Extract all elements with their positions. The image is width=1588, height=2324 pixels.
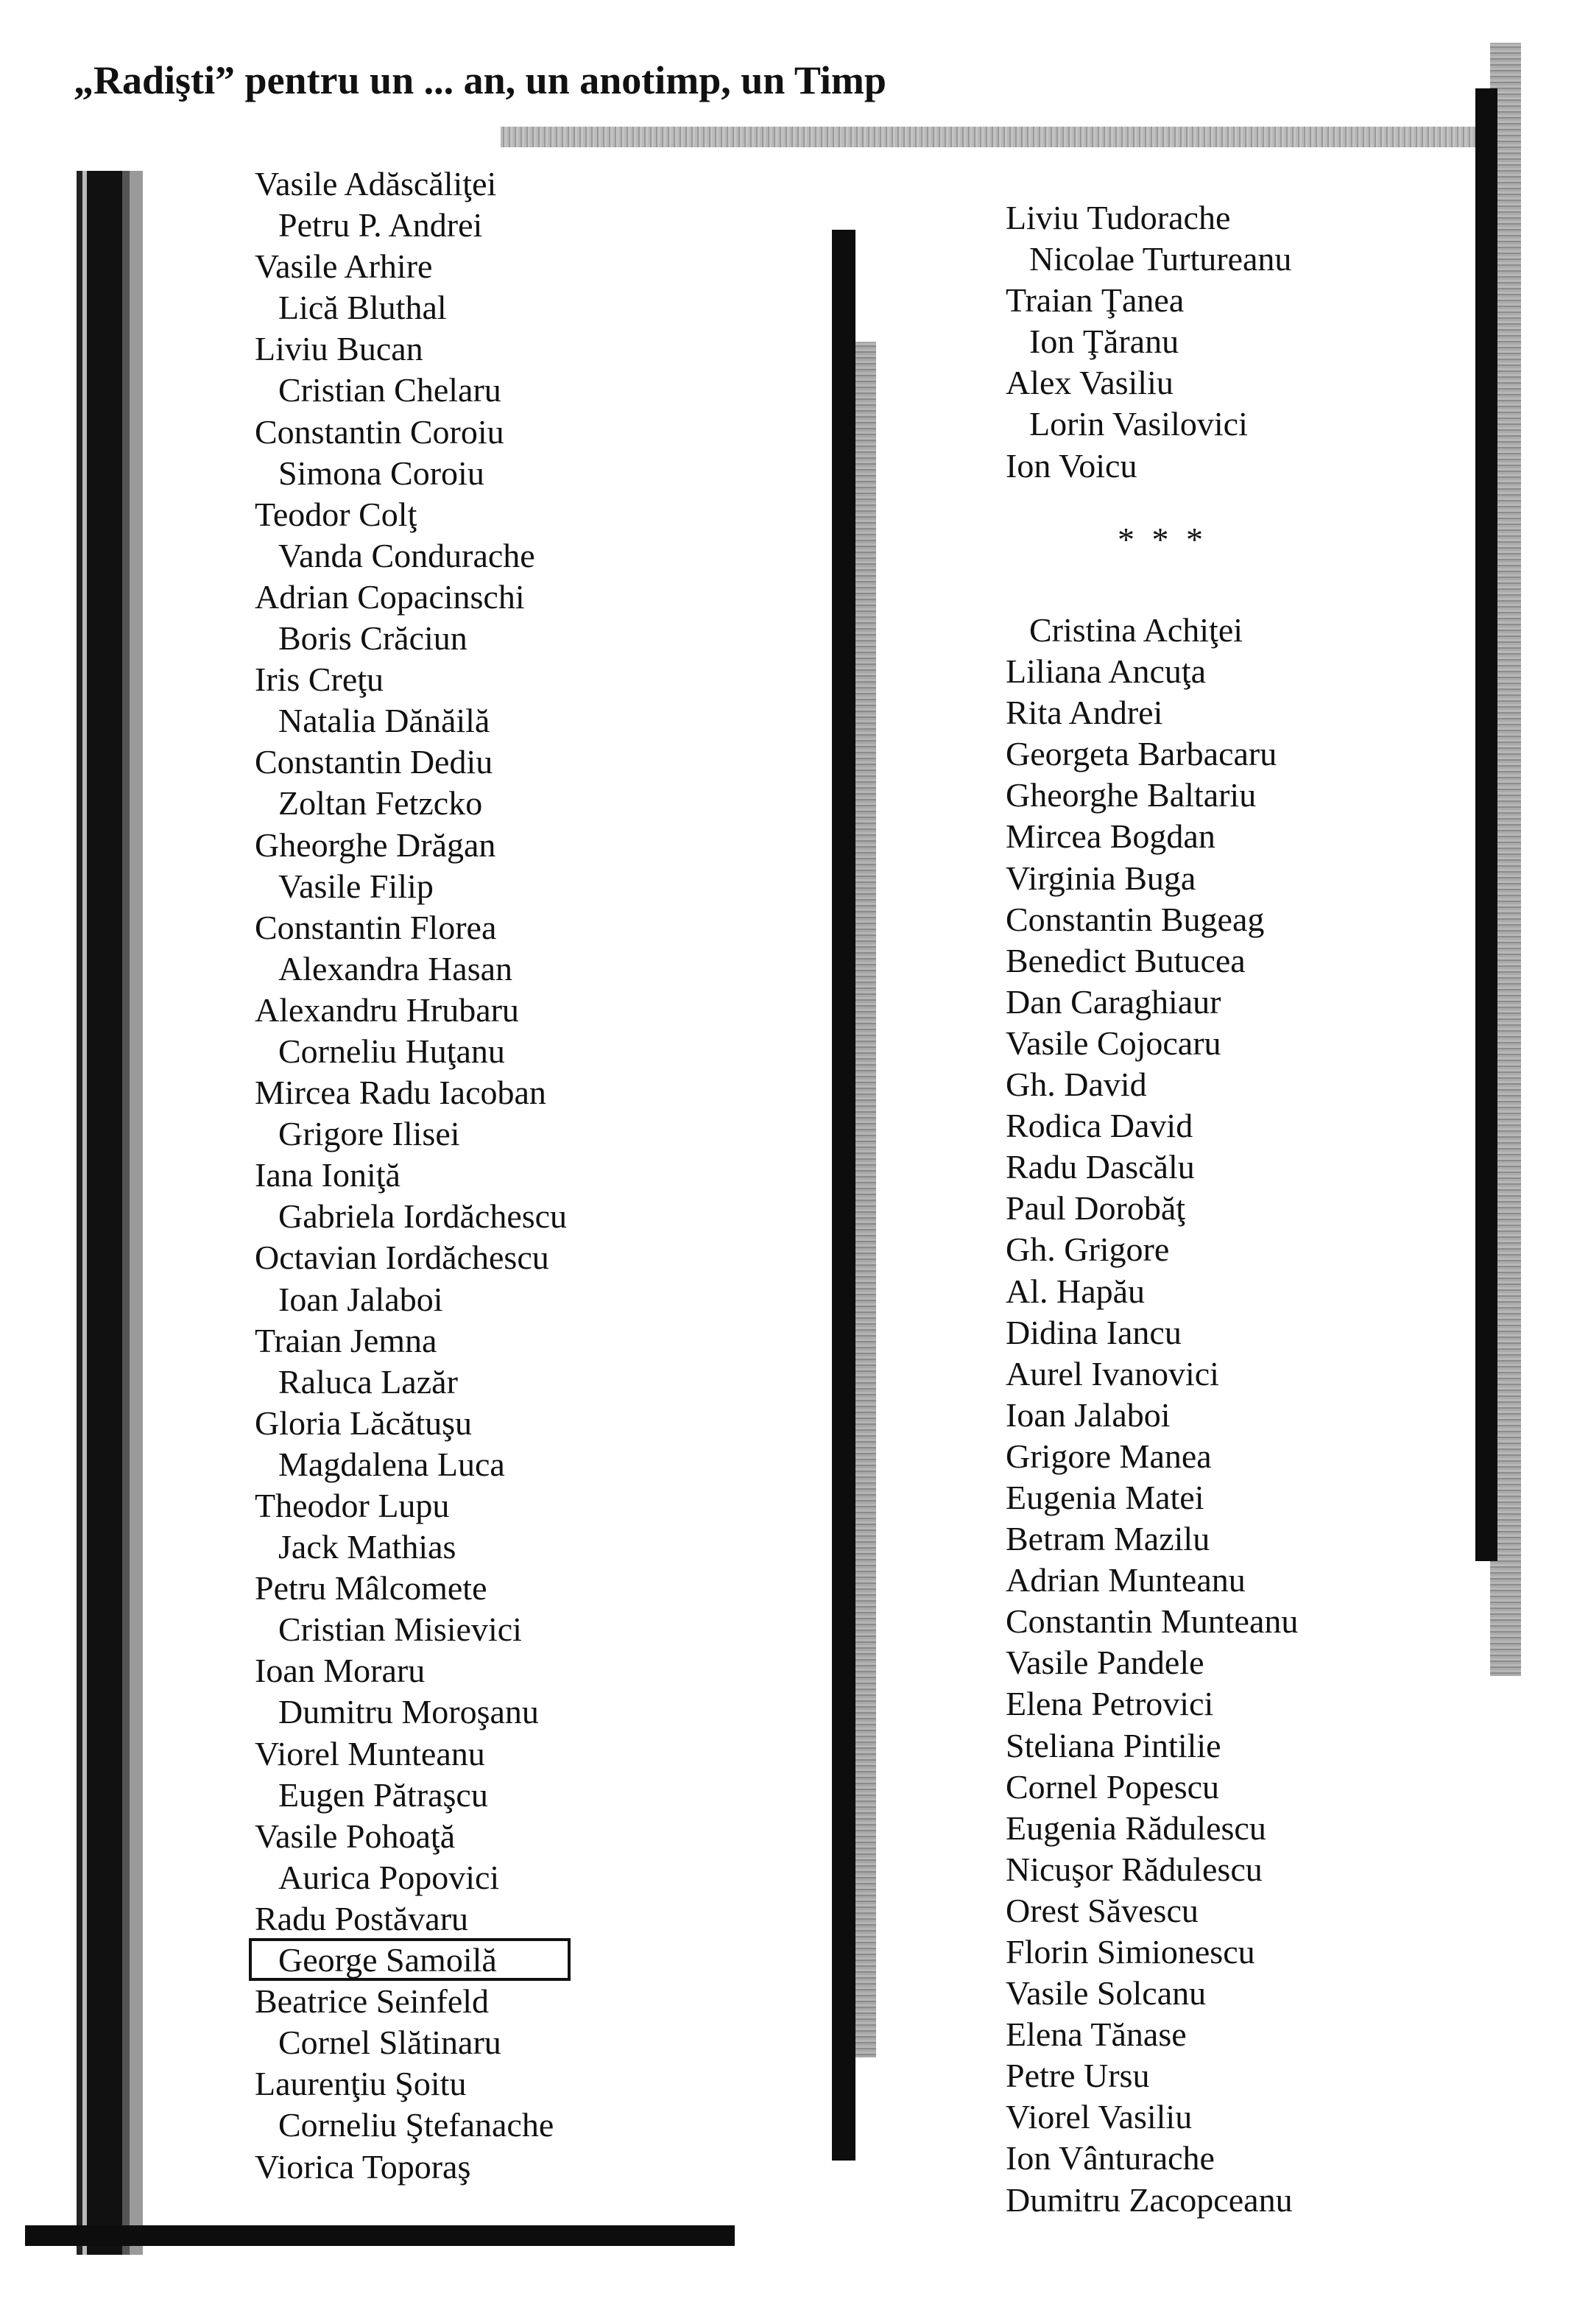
name-list-item — [1006, 816, 1298, 857]
bottom-horizontal-bar — [25, 2225, 735, 2246]
person-name: Paul Dorobăţ — [1006, 1189, 1186, 1228]
person-name: Rodica David — [1006, 1107, 1193, 1145]
name-list-item — [255, 1113, 568, 1155]
person-name: Dumitru Zacopceanu — [1006, 2180, 1293, 2219]
name-list-item — [255, 2147, 568, 2188]
person-name: Beatrice Seinfeld — [255, 1982, 490, 2021]
name-list-item — [1006, 1064, 1298, 1105]
person-name: Gh. David — [1006, 1066, 1147, 1104]
person-name: Dan Caraghiaur — [1006, 982, 1221, 1021]
name-list-item — [1006, 1023, 1298, 1064]
person-name: Elena Petrovici — [1006, 1685, 1214, 1723]
person-name: Petru P. Andrei — [278, 206, 483, 244]
person-name: Constantin Bugeag — [1006, 900, 1265, 938]
name-list-item — [255, 2105, 568, 2146]
person-name: Eugenia Rădulescu — [1006, 1809, 1266, 1847]
person-name: Raluca Lazăr — [278, 1362, 458, 1401]
person-name: Vasile Cojocaru — [1006, 1024, 1221, 1062]
name-list-item — [1006, 1312, 1298, 1353]
person-name: Zoltan Fetzcko — [278, 784, 483, 823]
name-list-item — [1006, 362, 1291, 404]
name-list-item — [255, 287, 568, 328]
name-list-item — [1006, 1932, 1298, 1973]
name-list-item — [255, 2063, 568, 2105]
person-name: Cornel Slătinaru — [278, 2024, 501, 2062]
name-list-item — [1006, 1395, 1298, 1436]
person-name: Aurel Ivanovici — [1006, 1354, 1219, 1392]
person-name: Ion Vânturache — [1006, 2139, 1215, 2177]
person-name: Lorin Vasilovici — [1029, 405, 1248, 443]
person-name: Lică Bluthal — [278, 289, 447, 327]
name-list-item — [255, 328, 568, 370]
person-name: Ioan Jalaboi — [1006, 1395, 1171, 1434]
person-name: Octavian Iordăchescu — [255, 1239, 549, 1277]
person-name: Grigore Ilisei — [278, 1115, 460, 1153]
name-list-item — [1006, 651, 1298, 692]
person-name: Eugenia Matei — [1006, 1478, 1204, 1516]
person-name: Ioan Moraru — [255, 1652, 426, 1690]
person-name: Vasile Arhire — [255, 247, 433, 286]
left-vertical-band — [77, 171, 143, 2255]
person-name: Adrian Copacinschi — [255, 577, 525, 616]
name-list-item — [1006, 1188, 1298, 1229]
name-list-column-2 — [1006, 197, 1291, 487]
name-list-item — [255, 618, 568, 659]
name-list-item — [1006, 2096, 1298, 2138]
person-name: Corneliu Ştefanache — [278, 2106, 554, 2144]
name-list-item — [1006, 1767, 1298, 1808]
person-name: Florin Simionescu — [1006, 1933, 1255, 1971]
name-list-item — [1006, 404, 1291, 445]
name-list-item — [255, 1775, 568, 1816]
name-list-item — [1006, 940, 1298, 982]
person-name: Gabriela Iordăchescu — [278, 1197, 568, 1236]
name-list-item — [255, 246, 568, 287]
name-list-item — [255, 1403, 568, 1444]
middle-vertical-bar — [832, 230, 855, 2161]
name-list-item — [1006, 280, 1291, 321]
person-name: Laurenţiu Şoitu — [255, 2065, 467, 2103]
name-list-item — [1006, 1725, 1298, 1767]
name-list-item — [1006, 1601, 1298, 1642]
person-name: Orest Săvescu — [1006, 1891, 1199, 1929]
name-list-item — [255, 163, 568, 205]
name-list-item — [255, 2022, 568, 2063]
person-name: Alex Vasiliu — [1006, 364, 1174, 402]
name-list-item — [1006, 858, 1298, 899]
person-name: Eugen Pătraşcu — [278, 1775, 488, 1814]
person-name: Viorica Toporaş — [255, 2147, 471, 2186]
name-list-item — [255, 1072, 568, 1113]
person-name: Teodor Colţ — [255, 495, 417, 533]
person-name: Vasile Solcanu — [1006, 1974, 1207, 2013]
name-list-item — [255, 1320, 568, 1362]
name-list-item — [1006, 239, 1291, 280]
name-list-item — [1006, 899, 1298, 940]
name-list-item — [255, 412, 568, 453]
person-name: Gheorghe Baltariu — [1006, 776, 1257, 814]
name-list-item — [1006, 1353, 1298, 1395]
person-name: Cornel Popescu — [1006, 1767, 1220, 1806]
name-list-item — [1006, 1229, 1298, 1270]
person-name: Natalia Dănăilă — [278, 702, 490, 740]
person-name: Al. Hapău — [1006, 1272, 1146, 1310]
person-name: Gh. Grigore — [1006, 1230, 1170, 1269]
person-name: Ion Ţăranu — [1029, 323, 1179, 361]
person-name: Virginia Buga — [1006, 859, 1196, 897]
name-list-item — [255, 1155, 568, 1196]
person-name: Theodor Lupu — [255, 1487, 450, 1524]
name-list-item — [255, 1733, 568, 1775]
person-name: Radu Dascălu — [1006, 1148, 1195, 1186]
name-list-item — [255, 1691, 568, 1733]
name-list-item — [1006, 1105, 1298, 1147]
person-name: Georgeta Barbacaru — [1006, 735, 1277, 773]
name-list-item — [255, 659, 568, 700]
person-name: Vasile Pohoaţă — [255, 1817, 456, 1855]
person-name: Betram Mazilu — [1006, 1520, 1210, 1558]
name-list-item — [1006, 733, 1298, 775]
name-list-item — [255, 1609, 568, 1650]
name-list-item — [255, 1237, 568, 1278]
name-list-item — [255, 825, 568, 866]
person-name: Nicuşor Rădulescu — [1006, 1850, 1263, 1888]
person-name: Grigore Manea — [1006, 1437, 1212, 1475]
name-list-item — [255, 1857, 568, 1898]
name-list-item — [255, 1981, 568, 2022]
name-list-item — [1006, 197, 1291, 239]
name-list-item — [255, 205, 568, 246]
person-name: Mircea Radu Iacoban — [255, 1074, 546, 1112]
name-list-item — [255, 535, 568, 577]
person-name: Traian Ţanea — [1006, 281, 1185, 320]
page-title: „Radişti” pentru un ... an, un anotimp, un Timp — [74, 58, 886, 102]
person-name: Ion Voicu — [1006, 446, 1137, 485]
name-list-item — [255, 742, 568, 783]
highlighted-person-name: George Samoilă — [252, 1941, 568, 1978]
person-name: Gloria Lăcătuşu — [255, 1404, 473, 1442]
person-name: Gheorghe Drăgan — [255, 825, 496, 864]
name-list-item — [1006, 1808, 1298, 1849]
name-list-item — [255, 1279, 568, 1320]
person-name: Vasile Filip — [278, 867, 434, 905]
name-list-item — [1006, 2180, 1298, 2221]
person-name: Viorel Vasiliu — [1006, 2098, 1193, 2136]
person-name: Magdalena Luca — [278, 1445, 505, 1483]
person-name: Corneliu Huţanu — [278, 1032, 505, 1070]
person-name: Iris Creţu — [255, 661, 384, 699]
name-list-item — [1006, 1642, 1298, 1683]
person-name: Elena Tănase — [1006, 2015, 1187, 2054]
person-name: Cristian Chelaru — [278, 371, 501, 409]
person-name: Petre Ursu — [1006, 2057, 1150, 2095]
gray-horizontal-band — [501, 127, 1487, 147]
name-list-item — [255, 990, 568, 1031]
name-list-item — [255, 1196, 568, 1237]
person-name: Benedict Butucea — [1006, 941, 1246, 979]
name-list-item — [255, 783, 568, 824]
name-list-item — [255, 1444, 568, 1485]
name-list-item — [255, 1362, 568, 1403]
name-list-item — [1006, 1890, 1298, 1932]
person-name: Constantin Coroiu — [255, 412, 504, 451]
person-name: Didina Iancu — [1006, 1313, 1182, 1351]
person-name: Adrian Munteanu — [1006, 1561, 1246, 1599]
name-list-item — [1006, 982, 1298, 1023]
person-name: Liviu Tudorache — [1006, 199, 1231, 236]
name-list-item — [255, 1898, 568, 1940]
person-name: Jack Mathias — [278, 1528, 456, 1566]
name-list-item — [1006, 692, 1298, 733]
name-list-item — [1006, 1973, 1298, 2014]
name-list-item — [255, 1816, 568, 1857]
person-name: Nicolae Turtureanu — [1029, 240, 1292, 278]
person-name: Petru Mâlcomete — [255, 1569, 487, 1608]
name-list-item — [255, 494, 568, 535]
name-list-item — [255, 700, 568, 742]
name-list-item — [1006, 610, 1298, 651]
name-list-item — [1006, 1849, 1298, 1890]
person-name: Mircea Bogdan — [1006, 817, 1215, 856]
person-name: Iana Ioniţă — [255, 1156, 400, 1194]
name-list-item — [1006, 1147, 1298, 1188]
person-name: Viorel Munteanu — [255, 1734, 485, 1772]
name-list-item — [1006, 1477, 1298, 1518]
section-separator: * * * — [1118, 521, 1207, 558]
person-name: Alexandra Hasan — [278, 949, 513, 987]
name-list-column-1 — [255, 163, 568, 2188]
name-list-item — [255, 453, 568, 494]
person-name: Vasile Adăscăliţei — [255, 165, 497, 203]
name-list-item — [255, 1031, 568, 1072]
right-vertical-bar — [1475, 88, 1497, 1561]
person-name: Cristian Misievici — [278, 1610, 522, 1649]
name-list-item — [1006, 446, 1291, 487]
name-list-item — [255, 1650, 568, 1691]
person-name: Aurica Popovici — [278, 1858, 500, 1896]
name-list-item — [1006, 2138, 1298, 2179]
name-list-item — [255, 866, 568, 907]
name-list-item — [1006, 321, 1291, 362]
name-list-item — [1006, 1518, 1298, 1560]
person-name: Liliana Ancuţa — [1006, 652, 1207, 691]
name-list-item — [255, 948, 568, 990]
name-list-item — [1006, 2055, 1298, 2096]
person-name: Simona Coroiu — [278, 454, 484, 492]
name-list-item — [255, 1485, 568, 1527]
person-name: Boris Crăciun — [278, 619, 467, 658]
name-list-item — [255, 1568, 568, 1609]
person-name: Radu Postăvaru — [255, 1899, 469, 1937]
person-name: Constantin Florea — [255, 908, 497, 946]
person-name: Vanda Condurache — [278, 536, 535, 574]
name-list-column-3 — [1006, 610, 1298, 2221]
person-name: Steliana Pintilie — [1006, 1726, 1221, 1764]
person-name: Alexandru Hrubaru — [255, 990, 519, 1029]
name-list-item — [255, 907, 568, 948]
person-name: Dumitru Moroşanu — [278, 1693, 539, 1731]
person-name: Constantin Dediu — [255, 743, 493, 781]
person-name: Constantin Munteanu — [1006, 1602, 1299, 1641]
name-list-item — [1006, 2014, 1298, 2055]
person-name: Cristina Achiţei — [1029, 611, 1243, 649]
person-name: Traian Jemna — [255, 1321, 437, 1359]
name-list-item — [255, 1527, 568, 1568]
person-name: Vasile Pandele — [1006, 1644, 1204, 1682]
name-list-item — [1006, 1436, 1298, 1477]
person-name: Ioan Jalaboi — [278, 1280, 443, 1318]
person-name: Liviu Bucan — [255, 330, 423, 368]
name-list-item — [255, 370, 568, 411]
person-name: Rita Andrei — [1006, 694, 1163, 732]
name-list-item — [255, 1940, 568, 1981]
name-list-item — [1006, 1271, 1298, 1312]
name-list-item — [1006, 1683, 1298, 1725]
name-list-item — [1006, 775, 1298, 816]
name-list-item — [1006, 1560, 1298, 1601]
name-list-item — [255, 577, 568, 618]
